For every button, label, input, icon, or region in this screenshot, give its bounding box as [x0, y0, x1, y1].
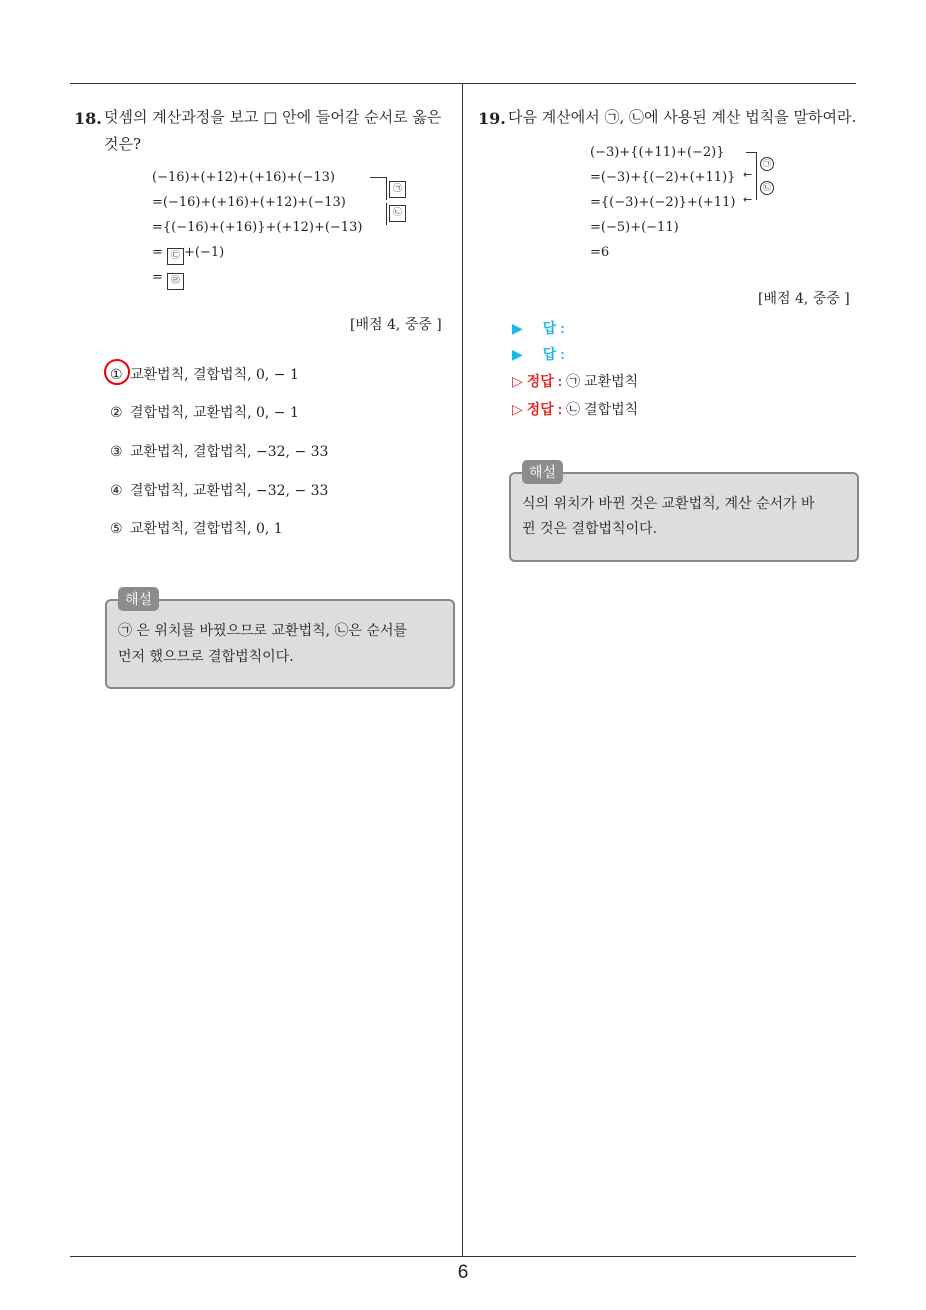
question-number: 18.: [74, 109, 102, 128]
choice-1[interactable]: [110, 364, 299, 384]
calc-line-3: ={(−3)+(−2)}+(+11): [590, 195, 736, 210]
page-number: 6: [457, 1262, 469, 1283]
answer-label: 정답 :: [526, 401, 563, 417]
arrow-icon: ←: [743, 193, 753, 206]
arrow-icon: ←: [743, 168, 753, 181]
bottom-rule: [70, 1256, 856, 1257]
column-divider: [462, 83, 463, 1256]
triangle-outline-icon: ▷: [512, 401, 523, 417]
answer-label: 답 :: [542, 320, 565, 336]
question-text: 다음 계산에서 ㉠, ㉡에 사용된 계산 법칙을 말하여라.: [508, 108, 857, 126]
choice-3[interactable]: [110, 441, 328, 461]
choice-4[interactable]: [110, 480, 328, 500]
calc-equals: =: [152, 270, 168, 285]
choice-text: 결합법칙, 교환법칙, −32, − 33: [130, 483, 329, 499]
calc-line-1: (−16)+(+12)+(+16)+(−13): [152, 170, 335, 185]
question-text-line1: 덧셈의 계산과정을 보고 □ 안에 들어갈 순서로 옳은: [104, 108, 442, 126]
calc-line-2: =(−16)+(+16)+(+12)+(−13): [152, 195, 346, 210]
calc-line-4: =(−5)+(−11): [590, 220, 679, 235]
circled-mark-a: ㉠: [760, 157, 774, 171]
explanation-line1: 식의 위치가 바뀐 것은 교환법칙, 계산 순서가 바: [522, 496, 815, 512]
calc-line-3: ={(−16)+(+16)}+(+12)+(−13): [152, 220, 363, 235]
score-label: [배점 4, 중중 ]: [350, 317, 442, 333]
explanation-tag: 해설: [118, 587, 159, 611]
bracket-a: [370, 177, 387, 200]
calc-equals: =: [152, 245, 168, 260]
answer-row-1: [512, 318, 565, 338]
question-number: 19.: [478, 109, 506, 128]
choice-text: 교환법칙, 결합법칙, −32, − 33: [130, 444, 329, 460]
calc-line-4: [152, 240, 224, 265]
choice-number: ⑤: [110, 521, 123, 537]
top-rule: [70, 83, 856, 84]
blank-box-a: ㉠: [389, 181, 406, 198]
calc-tail: +(−1): [184, 245, 225, 260]
answer-row-2: [512, 344, 565, 364]
choice-number: ①: [110, 367, 123, 383]
choice-number: ④: [110, 483, 123, 499]
triangle-icon: ▶: [512, 320, 523, 336]
bracket-b: [370, 203, 387, 225]
explanation-line1: ㉠ 은 위치를 바꿨으므로 교환법칙, ㉡은 순서를: [118, 623, 408, 639]
explanation-line2: 뀐 것은 결합법칙이다.: [522, 521, 658, 537]
choice-5[interactable]: [110, 518, 283, 538]
blank-box-b: ㉡: [389, 205, 406, 222]
choice-2[interactable]: [110, 402, 299, 422]
score-label: [배점 4, 중중 ]: [758, 291, 850, 307]
explanation-tag: 해설: [522, 460, 563, 484]
calc-line-5: [152, 265, 184, 290]
choice-number: ②: [110, 405, 123, 421]
choice-text: 교환법칙, 결합법칙, 0, − 1: [130, 367, 299, 383]
question-text-line2: 것은?: [104, 135, 142, 153]
correct-answer-1: [512, 371, 638, 391]
calc-line-5: =6: [590, 245, 610, 260]
blank-box-c: ㉢: [167, 248, 184, 265]
triangle-icon: ▶: [512, 346, 523, 362]
explanation-line2: 먼저 했으므로 결합법칙이다.: [118, 649, 294, 665]
answer-text: ㉡ 결합법칙: [566, 401, 639, 417]
choice-number: ③: [110, 444, 123, 460]
choice-text: 결합법칙, 교환법칙, 0, − 1: [130, 405, 299, 421]
triangle-outline-icon: ▷: [512, 373, 523, 389]
calc-line-1: (−3)+{(+11)+(−2)}: [590, 145, 725, 160]
bracket-a: [746, 152, 757, 179]
bracket-b: [746, 178, 757, 200]
correct-answer-2: [512, 399, 638, 419]
circled-mark-b: ㉡: [760, 181, 774, 195]
answer-label: 정답 :: [526, 373, 563, 389]
calc-line-2: =(−3)+{(−2)+(+11)}: [590, 170, 736, 185]
blank-box-d: ㉣: [167, 273, 184, 290]
answer-label: 답 :: [542, 346, 565, 362]
choice-text: 교환법칙, 결합법칙, 0, 1: [130, 521, 283, 537]
answer-text: ㉠ 교환법칙: [566, 373, 639, 389]
